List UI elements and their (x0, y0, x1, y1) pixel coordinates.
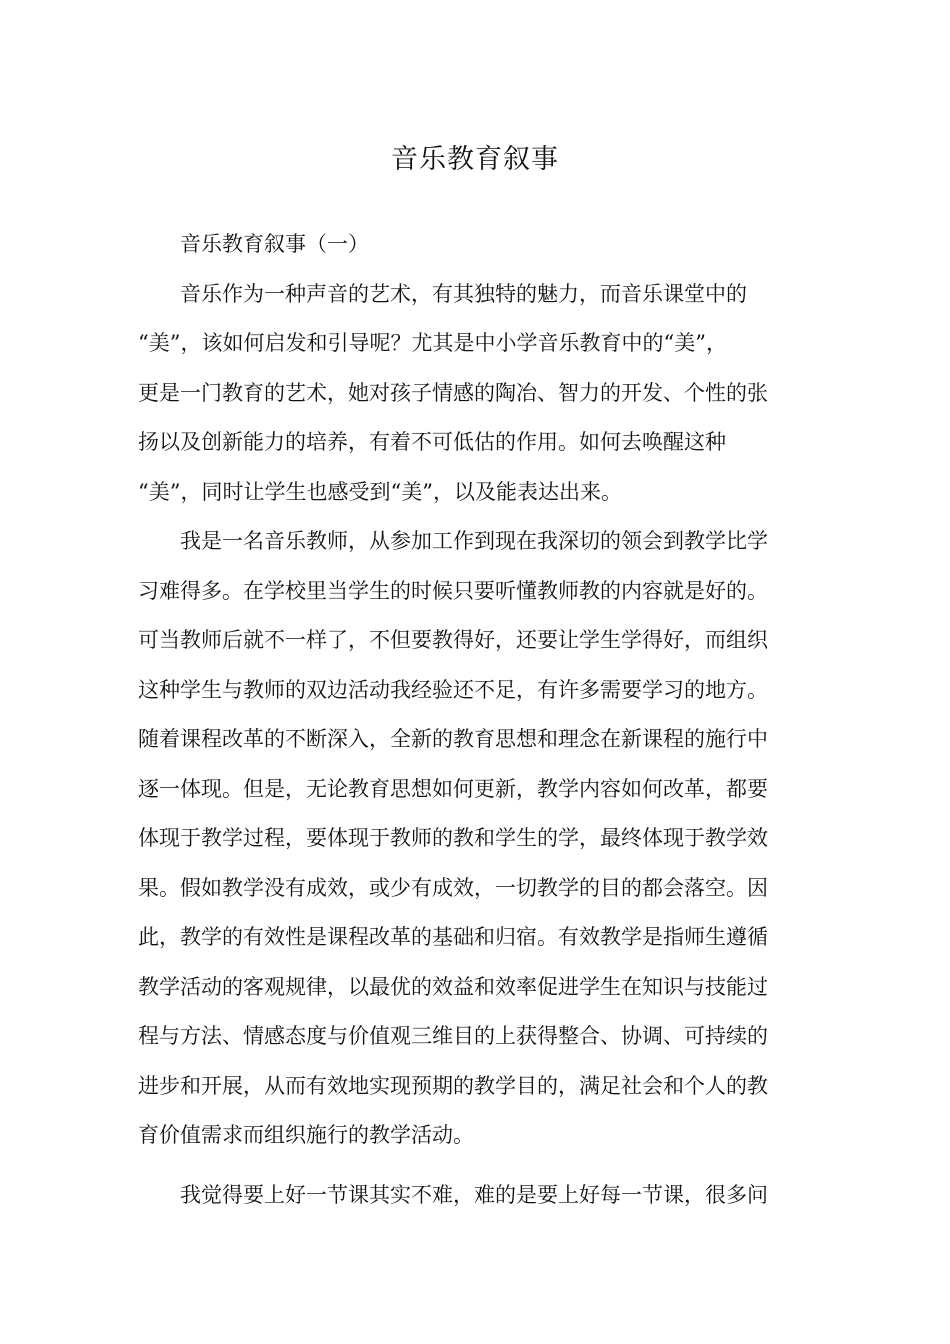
paragraph-line: 程与方法、情感态度与价值观三维目的上获得整合、协调、可持续的 (138, 1024, 768, 1048)
paragraph-line: 育价值需求而组织施行的教学活动。 (138, 1123, 474, 1147)
paragraph-line: 教学活动的客观规律，以最优的效益和效率促进学生在知识与技能过 (138, 974, 768, 999)
paragraph-line: “美”，同时让学生也感受到“美”，以及能表达出来。 (138, 479, 622, 504)
paragraph-line: 体现于教学过程，要体现于教师的教和学生的学，最终体现于教学效 (138, 826, 768, 850)
paragraph-line: “美”，该如何启发和引导呢？尤其是中小学音乐教育中的“美”， (138, 331, 727, 355)
paragraph-line: 这种学生与教师的双边活动我经验还不足，有许多需要学习的地方。 (138, 677, 768, 702)
paragraph-3 (138, 1171, 813, 1221)
document-body (138, 220, 813, 1220)
paragraph-line: 扬以及创新能力的培养，有着不可低估的作用。如何去唤醒这种 (138, 430, 726, 454)
section-heading: 音乐教育叙事（一） (180, 232, 369, 256)
paragraph-1 (138, 270, 813, 518)
paragraph-line: 随着课程改革的不断深入，全新的教育思想和理念在新课程的施行中 (138, 727, 768, 751)
paragraph-line: 习难得多。在学校里当学生的时候只要听懂教师教的内容就是好的。 (138, 578, 768, 603)
document-title: 音乐教育叙事 (391, 144, 559, 175)
paragraph-line: 进步和开展，从而有效地实现预期的教学目的，满足社会和个人的教 (138, 1073, 768, 1098)
paragraph-line: 逐一体现。但是，无论教育思想如何更新，教学内容如何改革，都要 (138, 776, 768, 801)
paragraph-line: 我是一名音乐教师，从参加工作到现在我深切的领会到教学比学 (180, 529, 768, 553)
paragraph-line: 更是一门教育的艺术，她对孩子情感的陶冶、智力的开发、个性的张 (138, 380, 768, 405)
paragraph-line: 音乐作为一种声音的艺术，有其独特的魅力，而音乐课堂中的 (180, 281, 747, 306)
paragraph-2 (138, 517, 813, 1161)
paragraph-line: 此，教学的有效性是课程改革的基础和归宿。有效教学是指师生遵循 (138, 925, 768, 949)
paragraph-line: 果。假如教学没有成效，或少有成效，一切教学的目的都会落空。因 (138, 875, 768, 900)
paragraph-line: 可当教师后就不一样了，不但要教得好，还要让学生学得好，而组织 (138, 628, 768, 652)
paragraph-line: 我觉得要上好一节课其实不难，难的是要上好每一节课，很多问 (180, 1182, 768, 1207)
